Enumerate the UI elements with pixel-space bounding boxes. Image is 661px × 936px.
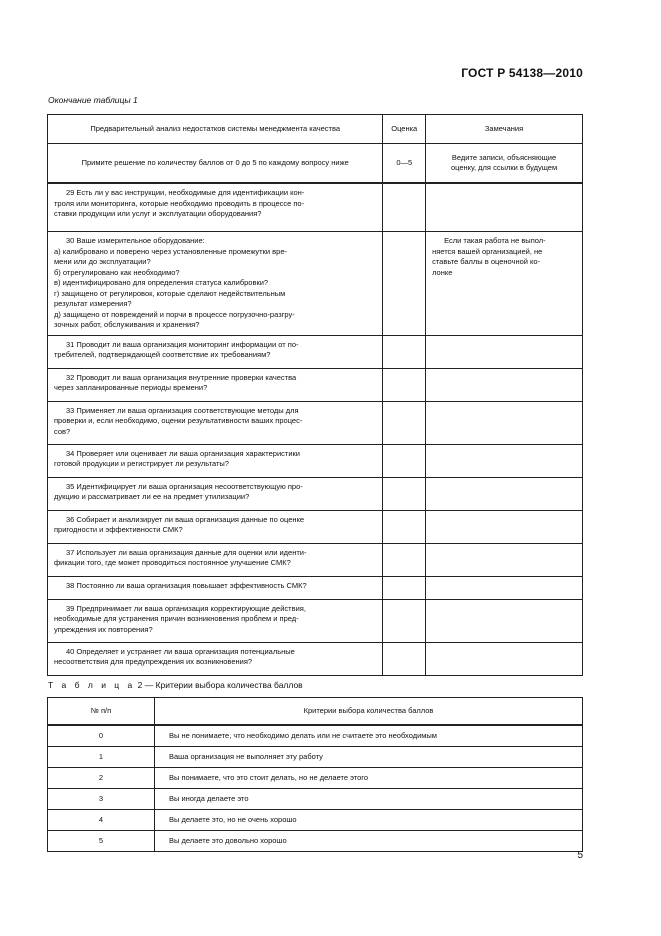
remark-cell[interactable] (426, 368, 583, 401)
question-line: зочных работ, обслуживания и хранения? (54, 320, 200, 329)
score-cell[interactable] (383, 232, 426, 336)
page-number: 5 (577, 850, 583, 861)
table-row (48, 543, 583, 576)
question-line: д) защищено от повреждений и порчи в процессе погрузочно-разгру- (54, 309, 295, 319)
table-1 (47, 114, 583, 676)
question-line: 33 Применяет ли ваша организация соответствующие методы для (66, 405, 299, 415)
question-cell (48, 543, 383, 576)
question-cell (48, 335, 383, 368)
criteria-number: 1 (48, 747, 155, 768)
score-cell[interactable] (383, 510, 426, 543)
remark-cell[interactable] (426, 232, 583, 336)
criteria-number: 2 (48, 768, 155, 789)
remark-cell[interactable] (426, 335, 583, 368)
document-code: ГОСТ Р 54138—2010 (461, 66, 583, 80)
criteria-text: Вы делаете это, но не очень хорошо (155, 810, 583, 831)
question-line: фикации того, где может проводиться постоянное улучшение СМК? (54, 558, 291, 567)
table-continuation-label: Окончание таблицы 1 (48, 95, 138, 105)
table-2-caption-title: 2 — Критерии выбора количества баллов (137, 680, 303, 690)
header-score: Оценка (383, 115, 426, 144)
question-cell (48, 599, 383, 642)
score-cell[interactable] (383, 477, 426, 510)
remark-cell[interactable] (426, 576, 583, 599)
header-criteria: Критерии выбора количества баллов (155, 698, 583, 726)
header-number: № п/п (48, 698, 155, 726)
table-row (48, 747, 583, 768)
remark-cell[interactable] (426, 183, 583, 232)
score-cell[interactable] (383, 335, 426, 368)
subheader-remarks-line: Ведите записи, объясняющие (451, 152, 557, 162)
table-row (48, 401, 583, 444)
criteria-number: 0 (48, 725, 155, 747)
question-line: необходимые для устранения причин возникновения проблем и пред- (54, 614, 299, 623)
score-cell[interactable] (383, 444, 426, 477)
table-row (48, 232, 583, 336)
criteria-text: Вы не понимаете, что необходимо делать или не считаете это необходимым (155, 725, 583, 747)
table-row (48, 810, 583, 831)
criteria-text: Вы иногда делаете это (155, 789, 583, 810)
table-row (48, 368, 583, 401)
table-row (48, 183, 583, 232)
question-line: упреждения их повторения? (54, 624, 153, 634)
question-line: 29 Есть ли у вас инструкции, необходимые для идентификации кон- (66, 188, 305, 197)
subheader-instruction: Примите решение по количеству баллов от 0 до 5 по каждому вопросу ниже (48, 144, 383, 184)
table-row (48, 576, 583, 599)
criteria-number: 3 (48, 789, 155, 810)
table-2-caption-prefix: Т а б л и ц а (48, 680, 136, 690)
score-cell[interactable] (383, 183, 426, 232)
criteria-text: Ваша организация не выполняет эту работу (155, 747, 583, 768)
score-cell[interactable] (383, 543, 426, 576)
question-line: 40 Определяет и устраняет ли ваша организация потенциальные (66, 646, 295, 656)
remark-line: ставьте баллы в оценочной ко- (432, 257, 541, 266)
question-line: а) калибровано и поверено через установленные промежутки вре- (54, 246, 287, 256)
question-cell (48, 576, 383, 599)
question-line: ставки продукции или услуг и эксплуатации оборудования? (54, 209, 262, 218)
remark-cell[interactable] (426, 510, 583, 543)
table-row (48, 599, 583, 642)
table-row (48, 831, 583, 852)
remark-line: няется вашей организацией, не (432, 246, 543, 256)
question-cell (48, 401, 383, 444)
header-remarks: Замечания (426, 115, 583, 144)
table-row (48, 725, 583, 747)
question-line: несоответствия для предупреждения их возникновения? (54, 657, 253, 666)
remark-cell[interactable] (426, 599, 583, 642)
table-row (48, 477, 583, 510)
question-line: 36 Собирает и анализирует ли ваша организация данные по оценке (66, 514, 305, 524)
score-cell[interactable] (383, 401, 426, 444)
table-1-header-row (48, 115, 583, 144)
score-cell[interactable] (383, 642, 426, 675)
question-line: 38 Постоянно ли ваша организация повышает эффективность СМК? (66, 580, 307, 590)
question-line: требителей, подтверждающей соответствие их требованиям? (54, 350, 271, 359)
remark-line: лонке (432, 267, 453, 277)
question-line: троля или мониторинга, которые необходимо проводить в процессе по- (54, 198, 305, 208)
question-line: в) идентифицировано для определения статуса калибровки? (54, 278, 269, 287)
question-cell (48, 444, 383, 477)
table-1-subheader-row (48, 144, 583, 184)
subheader-remarks (426, 144, 583, 184)
criteria-number: 5 (48, 831, 155, 852)
question-line: 31 Проводит ли ваша организация мониторинг информации от по- (66, 339, 299, 349)
remark-cell[interactable] (426, 642, 583, 675)
question-line: б) отрегулировано как необходимо? (54, 267, 180, 277)
table-row (48, 642, 583, 675)
question-cell (48, 368, 383, 401)
question-line: готовой продукции и регистрирует ли результаты? (54, 459, 229, 468)
question-line: дукцию и рассматривает ли ее на предмет утилизации? (54, 492, 250, 501)
question-cell (48, 477, 383, 510)
table-row (48, 444, 583, 477)
question-line: г) защищено от регулировок, которые сделают недействительным (54, 288, 286, 298)
score-cell[interactable] (383, 576, 426, 599)
question-line: мени или до эксплуатации? (54, 257, 151, 266)
question-line: 32 Проводит ли ваша организация внутренние проверки качества (66, 372, 297, 382)
question-line: 34 Проверяет или оценивает ли ваша организация характеристики (66, 448, 300, 458)
table-row (48, 789, 583, 810)
header-analysis: Предварительный анализ недостатков системы менеджмента качества (48, 115, 383, 144)
remark-cell[interactable] (426, 543, 583, 576)
table-row (48, 768, 583, 789)
criteria-text: Вы понимаете, что это стоит делать, но не делаете этого (155, 768, 583, 789)
table-2 (47, 697, 583, 852)
score-cell[interactable] (383, 599, 426, 642)
subheader-remarks-line: оценку, для ссылки в будущем (450, 163, 558, 172)
remark-cell[interactable] (426, 444, 583, 477)
question-line: 30 Ваше измерительное оборудование: (66, 236, 205, 245)
remark-cell[interactable] (426, 477, 583, 510)
question-line: пригодности и эффективности СМК? (54, 525, 183, 534)
question-line: проверки и, если необходимо, оценки результативности ваших процес- (54, 416, 303, 425)
table-2-header-row (48, 698, 583, 726)
table-2-caption (48, 680, 303, 690)
question-cell (48, 232, 383, 336)
remark-cell[interactable] (426, 401, 583, 444)
remark-line: Если такая работа не выпол- (444, 236, 546, 245)
question-line: через запланированные периоды времени? (54, 383, 208, 392)
score-cell[interactable] (383, 368, 426, 401)
question-cell (48, 510, 383, 543)
question-line: сов? (54, 426, 71, 436)
criteria-number: 4 (48, 810, 155, 831)
question-line: результат измерения? (54, 299, 132, 308)
question-line: 39 Предпринимает ли ваша организация корректирующие действия, (66, 603, 306, 613)
table-row (48, 335, 583, 368)
question-line: 35 Идентифицирует ли ваша организация несоответствующую про- (66, 481, 303, 491)
subheader-range: 0—5 (383, 144, 426, 184)
table-row (48, 510, 583, 543)
question-line: 37 Использует ли ваша организация данные для оценки или иденти- (66, 547, 307, 557)
question-cell (48, 642, 383, 675)
question-cell (48, 183, 383, 232)
criteria-text: Вы делаете это довольно хорошо (155, 831, 583, 852)
